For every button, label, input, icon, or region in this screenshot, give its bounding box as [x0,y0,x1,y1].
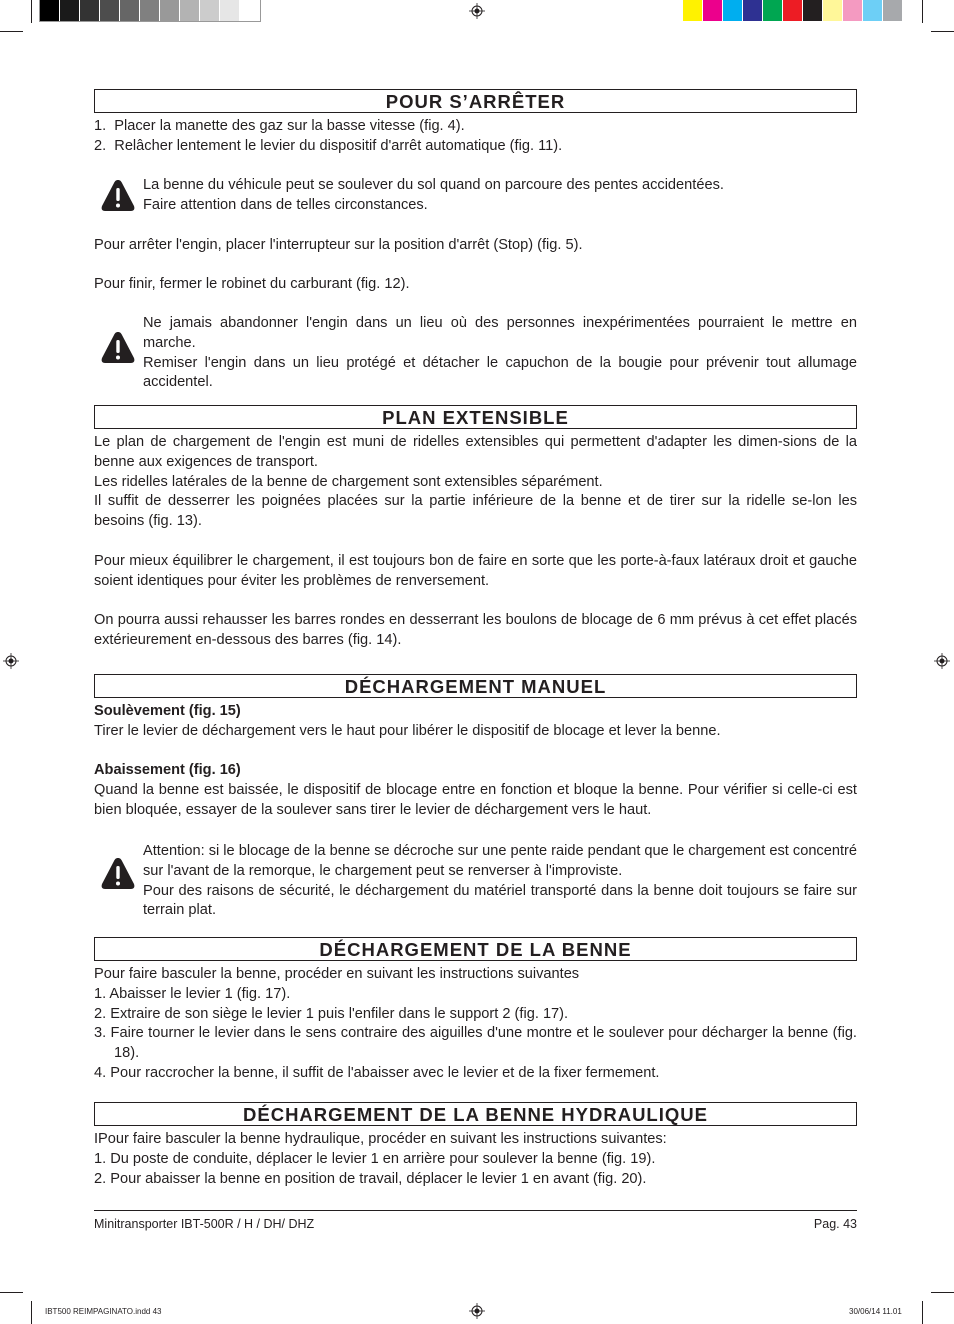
slug-date: 30/06/14 11.01 [849,1307,902,1316]
list-item: 2. Relâcher lentement le levier du dispositif d'arrêt automatique (fig. 11). [94,137,563,154]
color-swatch [843,0,863,21]
paragraph: Les ridelles latérales de la benne de chargement sont extensibles séparément. [94,473,603,490]
crop-mark [931,31,954,32]
color-swatch [220,0,240,21]
paragraph: Il suffit de desserrer les poignées placées sur la partie inférieure de la benne et de tirer sur la ridelle se-lon les besoins (fig. 13). [94,493,857,530]
warning-text: Faire attention dans de telles circonstances. [143,196,428,213]
color-swatch [783,0,803,21]
color-swatch [120,0,140,21]
color-swatch [100,0,120,21]
crop-mark [922,0,923,23]
warning-block [94,842,857,921]
section-heading: DÉCHARGEMENT DE LA BENNE [94,937,857,961]
list-item: 3. Faire tourner le levier dans le sens contraire des aiguilles d'une montre et le soulever pour décharger la benne (fig. 18). [94,1025,857,1062]
list-item: 1. Placer la manette des gaz sur la basse vitesse (fig. 4). [94,118,465,134]
slug-filename: IBT500 REIMPAGINATO.indd 43 [45,1307,162,1316]
list-item: 1. Abaisser le levier 1 (fig. 17). [94,985,291,1002]
color-calibration-bar [683,0,903,21]
section-dechargement-benne [94,937,857,1084]
color-swatch [140,0,160,21]
crop-mark [0,31,23,32]
registration-mark-icon [469,1303,485,1319]
color-swatch [240,0,260,21]
warning-triangle-icon [100,330,136,364]
color-swatch [160,0,180,21]
warning-text: La benne du véhicule peut se soulever du sol quand on parcoure des pentes accidentées. [143,177,724,193]
paragraph: Quand la benne est baissée, le dispositif de blocage entre en fonction et bloque la benne. Pour vérifier si celle-ci est bien bloquée, essayer de la soulever sans tirer le levier de déchargement vers le haut. [94,782,857,818]
section-dechargement-hydraulique [94,1102,857,1189]
crop-mark [931,1292,954,1293]
paragraph: Pour faire basculer la benne, procéder en suivant les instructions suivantes [94,966,580,982]
paragraph: Pour mieux équilibrer le chargement, il est toujours bon de faire en sorte que les porte-à-faux latéraux droit et gauche soient identiques pour éviter les problèmes de renversement. [94,552,857,589]
section-heading: POUR S’ARRÊTER [94,89,857,113]
registration-mark-icon [469,3,485,19]
warning-text: Remiser l'engin dans un lieu protégé et détacher le capuchon de la bougie pour prévenir tout allumage accidentel. [143,354,857,391]
color-swatch [60,0,80,21]
color-swatch [863,0,883,21]
registration-mark-icon [3,653,19,669]
paragraph: On pourra aussi rehausser les barres rondes en desserrant les boulons de blocage de 6 mm prévus à cet effet placés extérieurement en-dessous des barres (fig. 14). [94,612,857,648]
color-swatch [723,0,743,21]
crop-mark [31,0,32,23]
color-swatch [703,0,723,21]
paragraph: IPour faire basculer la benne hydraulique, procéder en suivant les instructions suivantes: [94,1131,667,1147]
list-item: 2. Pour abaisser la benne en position de travail, déplacer le levier 1 en avant (fig. 20). [94,1170,647,1187]
color-swatch [803,0,823,21]
section-arreter [94,89,857,157]
footer-product-name: Minitransporter IBT-500R / H / DH/ DHZ [94,1217,315,1231]
color-swatch [200,0,220,21]
warning-triangle-icon [100,856,136,890]
paragraph: Tirer le levier de déchargement vers le haut pour libérer le dispositif de blocage et lever la benne. [94,722,721,739]
warning-text: Attention: si le blocage de la benne se décroche sur une pente raide pendant que le chargement est concentré sur l'avant de la remorque, le chargement peut se renverser à l'improviste. [143,843,857,879]
color-swatch [683,0,703,21]
crop-mark [922,1301,923,1324]
registration-mark-icon [934,653,950,669]
warning-block [94,176,857,216]
section-plan-extensible [94,405,857,651]
grayscale-calibration-bar [40,0,260,21]
page-footer [94,1210,857,1231]
paragraph: Pour arrêter l'engin, placer l'interrupteur sur la position d'arrêt (Stop) (fig. 5). [94,237,583,253]
subheading: Abaissement (fig. 16) [94,762,241,779]
color-swatch [180,0,200,21]
section-heading: DÉCHARGEMENT DE LA BENNE HYDRAULIQUE [94,1102,857,1126]
section-heading: PLAN EXTENSIBLE [94,405,857,429]
warning-text: Pour des raisons de sécurité, le déchargement du matériel transporté dans la benne doit toujours se faire sur terrain plat. [143,882,857,919]
section-dechargement-manuel [94,674,857,821]
color-swatch [883,0,903,21]
crop-mark [0,1292,23,1293]
warning-text: Ne jamais abandonner l'engin dans un lieu où des personnes inexpérimentées pourraient le mettre en marche. [143,315,857,351]
color-swatch [40,0,60,21]
color-swatch [743,0,763,21]
list-item: 1. Du poste de conduite, déplacer le levier 1 en arrière pour soulever la benne (fig. 19). [94,1150,656,1167]
color-swatch [80,0,100,21]
warning-block [94,314,857,393]
list-item: 2. Extraire de son siège le levier 1 puis l'enfiler dans le support 2 (fig. 17). [94,1005,569,1022]
section-heading: DÉCHARGEMENT MANUEL [94,674,857,698]
paragraph: Pour finir, fermer le robinet du carburant (fig. 12). [94,276,410,292]
color-swatch [763,0,783,21]
list-item: 4. Pour raccrocher la benne, il suffit de l'abaisser avec le levier et de la fixer fermement. [94,1064,660,1081]
warning-triangle-icon [100,178,136,212]
color-swatch [823,0,843,21]
paragraph: Le plan de chargement de l'engin est muni de ridelles extensibles qui permettent d'adapter les dimen-sions de la benne aux exigences de transport. [94,434,857,470]
subheading: Soulèvement (fig. 15) [94,703,241,719]
crop-mark [31,1301,32,1324]
page-number: Pag. 43 [813,1217,857,1231]
